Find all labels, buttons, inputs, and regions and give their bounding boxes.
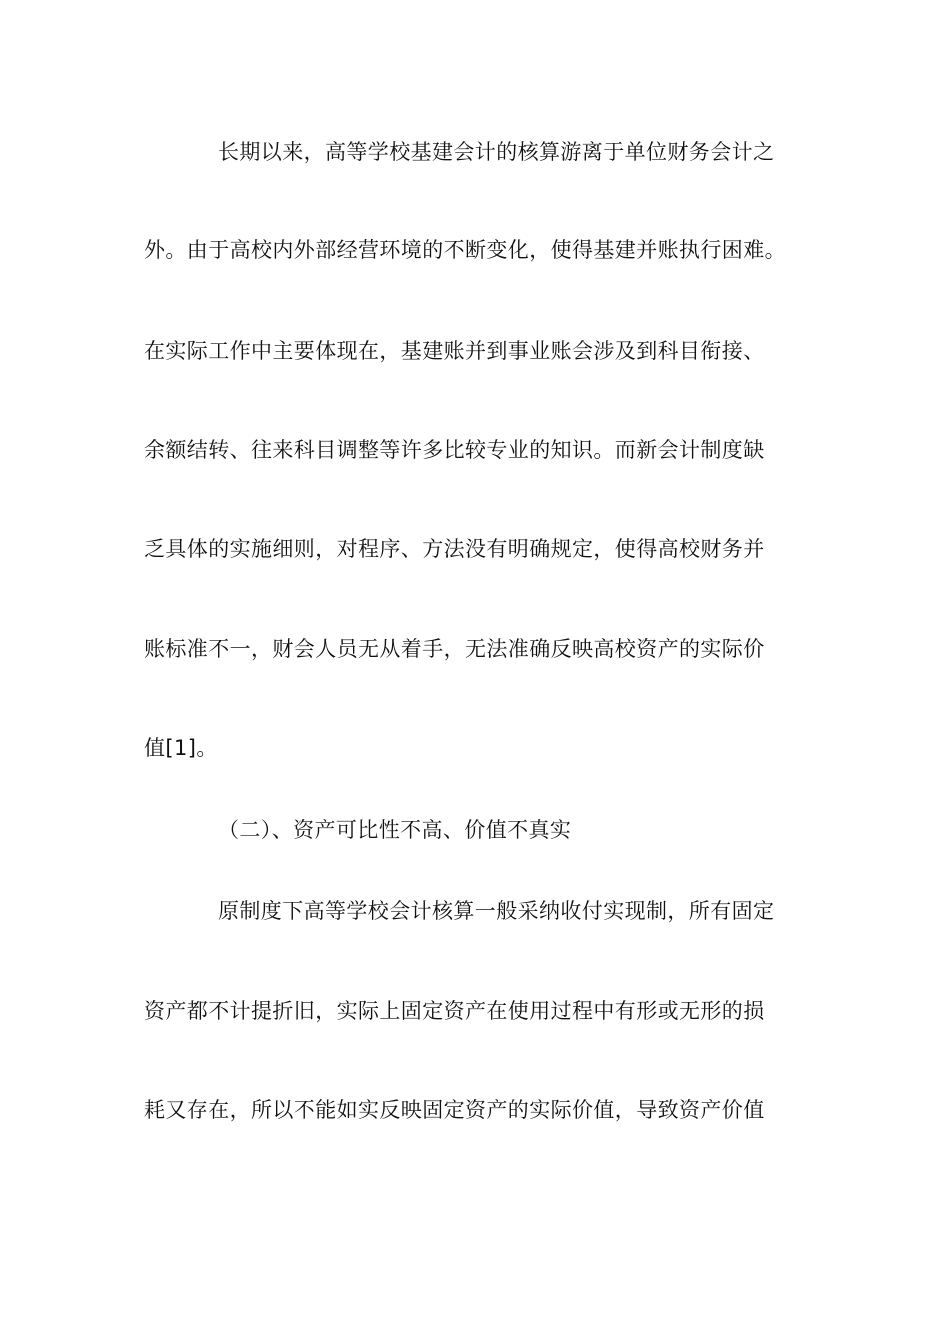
paragraph-line: 在实际工作中主要体现在，基建账并到事业账会涉及到科目衔接、	[144, 339, 765, 363]
paragraph-line: 外。由于高校内外部经营环境的不断变化，使得基建并账执行困难。	[144, 238, 786, 262]
paragraph-line: 乏具体的实施细则，对程序、方法没有明确规定，使得高校财务并	[144, 537, 765, 561]
paragraph-line: 余额结转、往来科目调整等许多比较专业的知识。而新会计制度缺	[144, 438, 765, 462]
paragraph-line: 长期以来，高等学校基建会计的核算游离于单位财务会计之	[218, 140, 775, 164]
paragraph-line: 资产都不计提折旧，实际上固定资产在使用过程中有形或无形的损	[144, 999, 765, 1023]
paragraph-line: 原制度下高等学校会计核算一般采纳收付实现制，所有固定	[218, 899, 775, 923]
paragraph-line: 值[1]。	[144, 736, 218, 760]
section-heading: （二）、资产可比性不高、价值不真实	[218, 818, 572, 842]
paragraph-line: 耗又存在，所以不能如实反映固定资产的实际价值，导致资产价值	[144, 1098, 765, 1122]
paragraph-line: 账标准不一，财会人员无从着手，无法准确反映高校资产的实际价	[144, 637, 765, 661]
